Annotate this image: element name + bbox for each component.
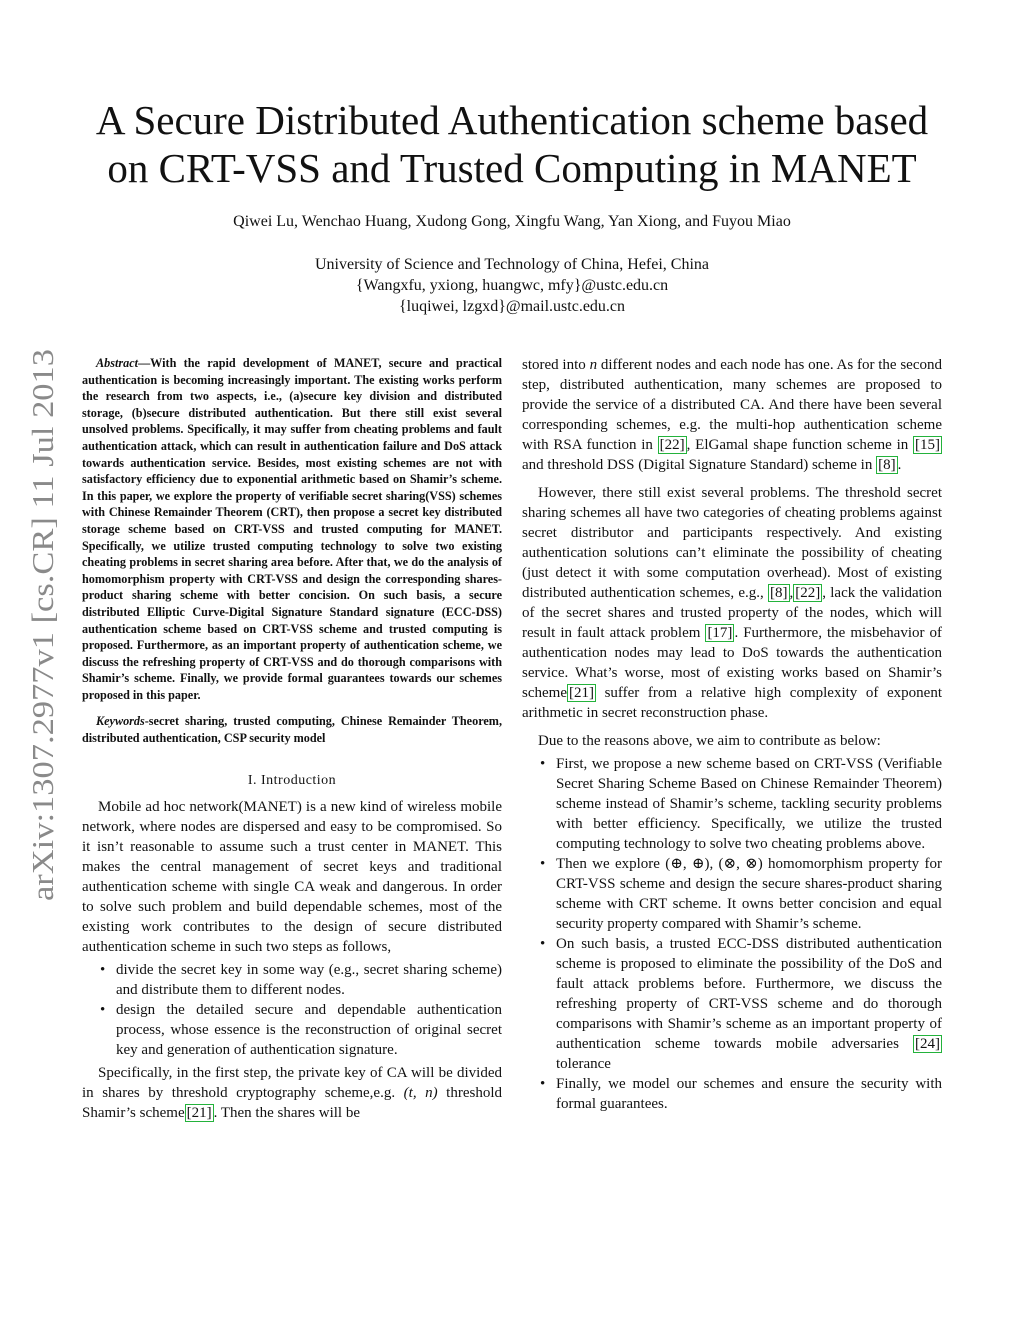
list-item — [82, 960, 502, 1000]
citation-link[interactable]: [15] — [914, 437, 940, 453]
paper-title — [60, 96, 964, 192]
list-item-text: Finally, we model our schemes and ensure the security with formal guarantees. — [556, 1076, 942, 1112]
paragraph-text: , — [789, 585, 794, 601]
citation-link[interactable]: [24] — [915, 1036, 940, 1052]
intro-bullet-list — [82, 960, 502, 1060]
email-line-2: {luqiwei, lzgxd}@mail.ustc.edu.cn — [398, 298, 626, 315]
paragraph-text: However, there still exist several problems. The threshold secret sharing schemes all have two categories of cheating problems against secret distributor and participants respectively. And existing authentication solutions can’t eliminate the possibility of cheating (just detect it with some computation overhead). Most of existing distributed authentication schemes, e.g., — [522, 485, 942, 601]
list-item — [522, 854, 942, 934]
citation-link[interactable]: [8] — [878, 457, 896, 473]
list-item — [522, 754, 942, 854]
affiliation-block — [60, 254, 964, 317]
contribution-list — [522, 754, 942, 1114]
list-item — [522, 934, 942, 1074]
citation-link[interactable]: [8] — [770, 585, 788, 601]
paragraph-text: suffer from a relative high complexity of exponent arithmetic in secret reconstruction phase. — [522, 685, 942, 721]
list-item-text: divide the secret key in some way (e.g., secret sharing scheme) and distribute them to different nodes. — [116, 961, 502, 998]
affiliation: University of Science and Technology of China, Hefei, China — [314, 256, 710, 273]
paragraph-text: stored into — [522, 357, 590, 373]
paragraph-text: Specifically, in the first step, the private key of CA will be divided in shares by threshold cryptography scheme,e.g. — [82, 1064, 502, 1101]
list-item-text: On such basis, a trusted ECC-DSS distributed authentication scheme is proposed to eliminate the possibility of the DoS and fault attack problems before. Furthermore, we discuss the refreshing property of CRT-VSS scheme and do thorough comparisons with Shamir’s scheme as an important property of authentication scheme towards mobile adversaries — [556, 936, 942, 1052]
bullet-glyph: • — [540, 936, 546, 952]
right-paragraph-3: Due to the reasons above, we aim to contribute as below: — [538, 733, 881, 749]
citation-link[interactable]: [17] — [707, 625, 733, 641]
abstract-text: —With the rapid development of MANET, secure and practical authentication is becoming increasingly important. The existing works perform the research from two aspects, i.e., (a)secure key division and distributed storage, (b)secure distributed authentication. But there still exist several unsolved problems. Specifically, it may suffer from cheating problems and fault authentication attack, which can result in authentication failure and DoS attack towards authentication service. Besides, most existing schemes are not with satisfactory efficiency due to exponential arithmetic based on Shamir’s scheme. In this paper, we explore the property of verifiable secret sharing(VSS) schemes with Chinese Remainder Theorem (CRT), then propose a secret key distributed storage scheme based on CRT-VSS and trusted computing for MANET. Specifically, we utilize trusted computing technology to solve two existing cheating problems in secret sharing area before. After that, we do the analysis of homomorphism property with CRT-VSS and design the corresponding shares-product sharing scheme with better concision. On such basis, a secure distributed Elliptic Curve-Digital Signature Standard signature (ECC-DSS) authentication scheme based on CRT-VSS scheme and trusted computing is proposed. Furthermore, as an important property of authentication scheme, we discuss the refreshing property of CRT-VSS and do thorough comparisons with Shamir’s scheme. Finally, we provide formal guarantees towards our schemes proposed in this paper. — [82, 356, 502, 702]
keywords-text: -secret sharing, trusted computing, Chinese Remainder Theorem, distributed authentication, CSP security model — [82, 714, 502, 746]
paragraph-text: different nodes and each node has one. As for the second step, distributed authentication, many schemes are proposed to provide the service of a distributed CA. And there have been several corresponding schemes, e.g. the multi-hop authentication scheme with RSA function in — [522, 357, 942, 453]
paragraph-text: and threshold DSS (Digital Signature Standard) scheme in — [522, 457, 877, 473]
paragraph-text: . Then the shares will be — [213, 1104, 360, 1121]
keywords — [82, 713, 502, 746]
intro-paragraph-2 — [82, 1063, 502, 1123]
arxiv-stamp-text: arXiv:1307.2977v1 [cs.CR] 11 Jul 2013 — [25, 404, 60, 901]
paragraph-text: threshold Shamir’s scheme — [82, 1084, 503, 1121]
bullet-glyph: • — [540, 756, 546, 772]
left-column — [82, 355, 502, 1123]
list-item-text: First, we propose a new scheme based on CRT-VSS (Verifiable Secret Sharing Scheme Based on Chinese Remainder Theorem) scheme instead of Shamir’s scheme, tackling security problems with better efficiency. Specifically, we utilize the trusted computing technology to solve two cheating problems above. — [556, 756, 942, 852]
list-item — [82, 1000, 502, 1060]
bullet-glyph: • — [540, 856, 546, 872]
arxiv-stamp — [15, 345, 65, 905]
paragraph-text: , lack the validation of the secret shares and trusted property of the nodes, which will result in fault attack problem — [522, 585, 942, 641]
title-line-2: on CRT-VSS and Trusted Computing in MANET — [107, 145, 917, 191]
paragraph-text: . — [897, 457, 902, 473]
bullet-glyph: • — [540, 1076, 546, 1092]
list-item — [522, 1074, 942, 1114]
abstract — [82, 355, 502, 703]
list-item-text: design the detailed secure and dependable authentication process, whose essence is the reconstruction of original secret key and generation of authentication signature. — [116, 1001, 502, 1058]
citation-link[interactable]: [22] — [795, 585, 821, 601]
math-tn: (t, n) — [403, 1084, 438, 1101]
math-n: n — [589, 357, 598, 373]
section-heading-introduction: I. Introduction — [247, 772, 337, 788]
list-item-text: Then we explore (⊕, ⊕), (⊗, ⊗) homomorphism property for CRT-VSS scheme and design the secure shares-product sharing scheme with CRT scheme. It owns better concision and equal security property compared with Shamir’s scheme. — [556, 856, 942, 932]
intro-paragraph-1: Mobile ad hoc network(MANET) is a new kind of wireless mobile network, where nodes are dispersed and easy to be compromised. So it isn’t reasonable to assume such a trust center in MANET. This makes the central management of secret keys and traditional authentication scheme with single CA weak and dangerous. In order to solve such problem and build dependable schemes, most of the existing work contributes to the design of secure distributed authentication scheme in such two steps as follows, — [82, 798, 502, 955]
list-item-text: tolerance — [556, 1056, 611, 1072]
right-paragraph-2 — [522, 483, 942, 723]
bullet-glyph: • — [100, 961, 106, 978]
abstract-label: Abstract — [96, 356, 138, 370]
citation-link[interactable]: [22] — [659, 437, 685, 453]
email-line-1: {Wangxfu, yxiong, huangwc, mfy}@ustc.edu.cn — [355, 277, 669, 294]
citation-link[interactable]: [21] — [568, 685, 594, 701]
author-list: Qiwei Lu, Wenchao Huang, Xudong Gong, Xingfu Wang, Yan Xiong, and Fuyou Miao — [233, 213, 791, 230]
keywords-label: Keywords — [96, 714, 145, 729]
bullet-glyph: • — [100, 1001, 106, 1018]
right-paragraph-1 — [522, 355, 942, 475]
citation-link[interactable]: [21] — [186, 1104, 212, 1121]
title-line-1: A Secure Distributed Authentication scheme based — [95, 97, 929, 143]
paragraph-text: , ElGamal shape function scheme in — [686, 437, 913, 453]
paragraph-text: . Furthermore, the misbehavior of authentication nodes may lead to DoS towards the authentication service. What’s worse, most of existing works based on Shamir’s scheme — [522, 625, 943, 701]
right-column — [522, 355, 942, 1117]
